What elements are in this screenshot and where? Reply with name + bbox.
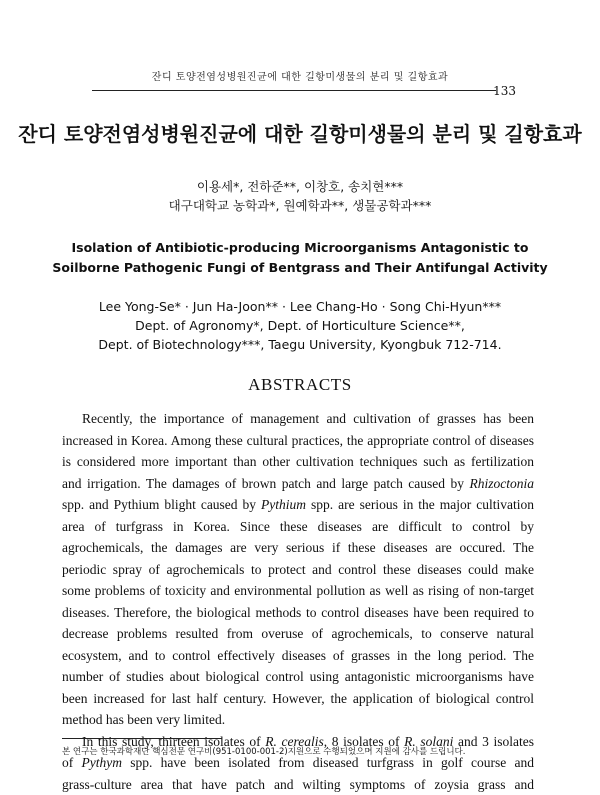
text-line [62,666,534,688]
english-authors: Lee Yong-Se* · Jun Ha-Joon** · Lee Chang-Ho · Song Chi-Hyun*** [0,297,600,316]
footnote-rule [62,738,222,739]
text-run: of [62,755,82,770]
italic-term: R. cerealis [265,734,323,749]
text-run: spp. are serious in the major cultivation [306,497,534,512]
text-run: decrease problems resulted from overuse of agrochemicals, to conserve natural [62,626,534,641]
abstract-paragraph [62,408,534,731]
english-authors-affiliations [0,297,600,354]
text-run: agrochemicals, the damages are very serious if these diseases are occured. The [62,540,534,555]
english-affiliation-line: Dept. of Biotechnology***, Taegu University, Kyongbuk 712-714. [0,335,600,354]
text-line [62,602,534,624]
header-rule [92,90,496,91]
running-head: 잔디 토양전염성병원진균에 대한 길항미생물의 분리 및 길항효과 [0,68,600,83]
text-run: spp. have been isolated from diseased turfgrass in golf course and [122,755,534,770]
abstract-body [62,408,534,795]
text-line [62,408,534,430]
text-run: In this study, thirteen isolates of [82,734,265,749]
text-run: and 3 isolates [453,734,534,749]
text-run: Recently, the importance of management and cultivation of grasses has been [82,411,534,426]
abstract-heading: ABSTRACTS [0,375,600,395]
text-line [62,559,534,581]
text-line [62,516,534,538]
text-run: , 8 isolates of [324,734,404,749]
text-run: grass-culture area that have patch and wilting symptoms of zoysia grass and [62,777,534,792]
abstract-paragraph [62,731,534,795]
text-run: is considered more important than other cultivation techniques such as fertilization [62,454,534,469]
english-title-line: Isolation of Antibiotic-producing Microorganisms Antagonistic to [0,238,600,258]
korean-authors: 이용세*, 전하준**, 이창호, 송치현*** [0,177,600,195]
page-number: 133 [493,84,516,98]
text-run: number of studies about biological control using antagonistic microorganisms have [62,669,534,684]
text-line [62,473,534,495]
english-title-line: Soilborne Pathogenic Fungi of Bentgrass and Their Antifungal Activity [0,258,600,278]
text-line [62,774,534,795]
italic-term: Pythium [261,497,306,512]
text-run: spp. and Pythium blight caused by [62,497,261,512]
english-affiliation-line: Dept. of Agronomy*, Dept. of Horticulture Science**, [0,316,600,335]
text-run: and irrigation. The damages of brown patch and large patch caused by [62,476,470,491]
text-line [62,645,534,667]
text-run: some problems of toxicity and environmental pollution as well as rising of non-target [62,583,534,598]
text-run: increased in Korea. Among these cultural practices, the appropriate control of diseases [62,433,534,448]
text-run: method has been very limited. [62,712,225,727]
text-line [62,688,534,710]
korean-title: 잔디 토양전염성병원진균에 대한 길항미생물의 분리 및 길항효과 [0,118,600,147]
english-title [0,238,600,278]
text-run: ecosystem, and to control effectively diseases of grasses in the long period. The [62,648,534,663]
italic-term: Pythym [82,755,122,770]
text-run: diseases. Therefore, the biological methods to control diseases have been required to [62,605,534,620]
italic-term: Rhizoctonia [470,476,535,491]
text-line [62,430,534,452]
text-run: been increased for last half century. However, the application of biological control [62,691,534,706]
funding-footnote: 본 연구는 한국과학재단 핵심전문 연구비(951-0100-001-2)지원으로 수행되었으며 지원에 감사를 드립니다. [62,745,465,757]
text-run: area of turfgrass in Korea. Since these diseases are difficult to control by [62,519,534,534]
text-line [62,537,534,559]
italic-term: R. solani [404,734,453,749]
text-line [62,623,534,645]
text-run: periodic spray of agrochemicals to protect and control these diseases could make [62,562,534,577]
korean-affiliations: 대구대학교 농학과*, 원예학과**, 생물공학과*** [0,196,600,214]
text-line [62,451,534,473]
text-line [62,494,534,516]
text-line [62,709,534,731]
text-line [62,580,534,602]
